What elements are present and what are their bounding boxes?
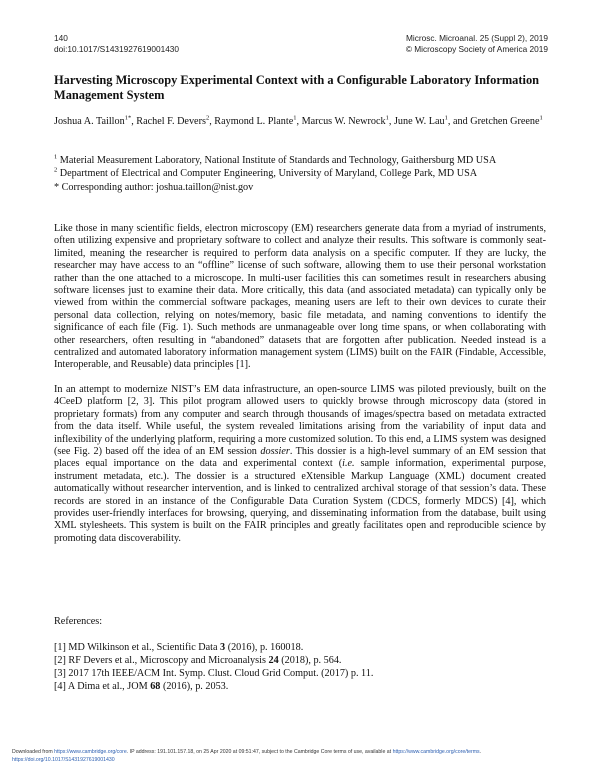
running-header-right <box>406 33 548 55</box>
doi-link[interactable]: https://doi.org/10.1017/S1431927619001430 <box>12 756 115 763</box>
page-number: 140 <box>54 33 68 43</box>
corresponding-author: * Corresponding author: joshua.taillon@nist.gov <box>54 181 254 193</box>
abstract-body <box>54 223 546 557</box>
author-affil-mark: 2 <box>205 114 210 122</box>
author-affil-mark: 1* <box>124 114 132 122</box>
references-heading: References: <box>54 616 103 627</box>
paragraph: In an attempt to modernize NIST’s EM data infrastructure, an open-source LIMS was piloted previously, built on the 4CeeD platform [2, 3]. This pilot program allowed users to quickly browse through microscopy data (stored in proprietary formats) from any computer and search through thousands of images/spectra based on metadata extracted from the data itself. While useful, the system revealed limitations arising from the variability of input data and inflexibility of the underlying platform, requiring a more customized solution. To this end, a LIMS system was designed (see Fig. 2) based off the idea of an EM session dossier. This dossier is a high-level summary of an EM session that places equal importance on the data and experimental context (i.e. sample information, experimental purpose, instrument metadata, etc.). The dossier is a structured eXtensible Markup Language (XML) document created automatically without researcher intervention, and is linked to centralized archival storage of that session’s data. These records are stored in an instance of the Configurable Data Curation System (CDCS, formerly MDCS) [4], which provides user-friendly interfaces for browsing, querying, and disseminating information from the database, built using XML stylesheets. This system is built on the FAIR principles and greatly facilitates open and reproducible science by promoting data discoverability. <box>54 383 546 544</box>
reference-item: [3] 2017 17th IEEE/ACM Int. Symp. Clust. Cloud Grid Comput. (2017) p. 11. <box>54 668 374 679</box>
author: Gretchen Greene <box>470 116 540 127</box>
references-list <box>54 641 554 693</box>
reference-item: [2] RF Devers et al., Microscopy and Microanalysis 24 (2018), p. 564. <box>54 655 342 666</box>
author: June W. Lau <box>393 116 445 127</box>
author-affil-mark: 1 <box>539 114 543 122</box>
emphasis: i.e. <box>342 458 355 470</box>
affiliation: $^2$ Department of Electrical and Computer Engineering, University of Maryland, College Park, MD USA <box>54 166 478 180</box>
core-link[interactable]: https://www.cambridge.org/core <box>54 749 127 755</box>
author: Marcus W. Newrock <box>301 116 386 127</box>
running-header-left <box>54 33 179 55</box>
author: Rachel F. Devers <box>136 116 206 127</box>
author: Joshua A. Taillon <box>54 116 125 127</box>
reference-item: [1] MD Wilkinson et al., Scientific Data 3 (2016), p. 160018. <box>54 642 304 653</box>
author-affil-mark: 1 <box>444 114 448 122</box>
copyright: © Microscopy Society of America 2019 <box>405 44 548 54</box>
author: Raymond L. Plante <box>214 116 294 127</box>
author-list: Joshua A. Taillon$^{1*}$, Rachel F. Devers$^2$, Raymond L. Plante$^1$, Marcus W. Newrock$^1$, June W. Lau$^1$, and Gretchen Greene$^1$ <box>54 114 543 127</box>
emphasis: dossier <box>260 445 290 457</box>
affiliations <box>54 155 554 195</box>
download-footer: Downloaded from https://www.cambridge.org/core. IP address: 191.101.157.18, on 25 Apr 2020 at 09:51:47, subject to the Cambridge Core terms of use, available at https://www.cambridge.org/core/terms. https://doi.org/10.1017/S1431927619001430 <box>12 749 482 763</box>
doi: doi:10.1017/S1431927619001430 <box>54 44 180 54</box>
affiliation: $^1$ Material Measurement Laboratory, National Institute of Standards and Technology, Gaithersburg MD USA <box>54 153 497 166</box>
reference-item: [4] A Dima et al., JOM 68 (2016), p. 2053. <box>54 681 229 692</box>
paper-title: Harvesting Microscopy Experimental Context with a Configurable Laboratory Information Management System <box>54 73 540 102</box>
terms-link[interactable]: https://www.cambridge.org/core/terms <box>392 749 480 755</box>
journal-citation: Microsc. Microanal. 25 (Suppl 2), 2019 <box>405 33 548 43</box>
author-affil-mark: 1 <box>385 114 389 122</box>
author-affil-mark: 1 <box>293 114 297 122</box>
paragraph: Like those in many scientific fields, electron microscopy (EM) researchers generate data from a myriad of instruments, often utilizing expensive and proprietary software to collect and analyze their results. This software is commonly seat-limited, meaning the researcher is required to perform data analysis on a specific computer. If they are lucky, the researcher may have access to an “offline” license of such software, allowing them to use their personal workstation rather than the one attached to a microscope. In multi-user facilities this can sometimes result in researchers abusing software licenses just to examine their data. More critically, this data (and associated metadata) can typically only be viewed from within the commercial software packages, meaning users are left to their own devices to curate their personal data collection, relying on notes/memory, basic file metadata, and naming conventions to identify the significance of each file (Fig. 1). Such methods are unmanageable over long time spans, or when collaborating with other researchers, often resulting in “abandoned” datasets that are forgotten after publication. Needed instead is a centralized and automated laboratory information management system (LIMS) built on the FAIR (Findable, Accessible, Interoperable, and Reusable) data principles [1]. <box>54 223 546 371</box>
